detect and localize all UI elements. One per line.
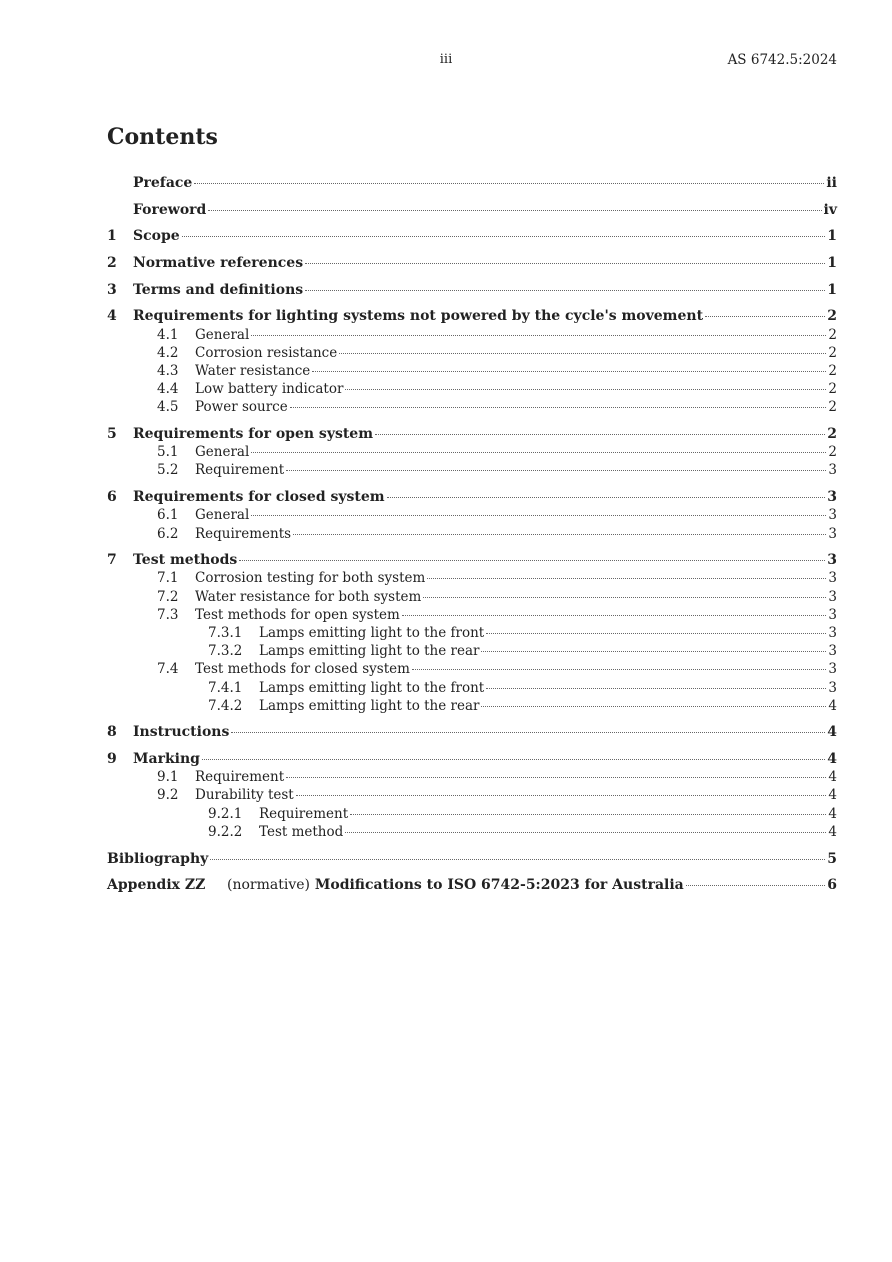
toc-entry-number: 7.4.1 xyxy=(208,679,243,696)
toc-entry[interactable] xyxy=(107,308,837,326)
dot-leader xyxy=(286,469,826,471)
toc-entry-page: 4 xyxy=(828,787,837,804)
toc-entry-title: Requirement xyxy=(195,462,285,479)
dot-leader xyxy=(231,731,825,733)
toc-entry-title: Water resistance xyxy=(195,363,311,379)
toc-entry-page: 3 xyxy=(828,507,837,524)
toc-entry-number: 4.5 xyxy=(157,399,179,416)
toc-entry-title: Power source xyxy=(195,399,288,416)
toc-entry-number: 2 xyxy=(107,255,117,272)
toc-entry-number: 9.2.1 xyxy=(208,805,243,822)
toc-entry-page: 2 xyxy=(828,326,837,343)
toc-entry-number: 9.2 xyxy=(157,787,179,804)
dot-leader xyxy=(251,514,826,516)
table-of-contents xyxy=(107,175,837,895)
toc-entry-number: 9.2.2 xyxy=(208,823,243,840)
toc-entry-title: Foreword xyxy=(133,201,207,218)
toc-entry-page: 4 xyxy=(828,769,837,786)
dot-leader xyxy=(339,352,826,354)
toc-entry[interactable] xyxy=(107,607,837,625)
toc-entry[interactable] xyxy=(107,698,837,716)
toc-entry-page: 3 xyxy=(828,462,837,479)
toc-entry-title: Requirement xyxy=(259,805,349,822)
toc-entry-page: 4 xyxy=(828,697,837,714)
toc-entry-page: 4 xyxy=(827,724,837,741)
toc-entry-title: Bibliography xyxy=(107,850,209,867)
toc-entry-page: 3 xyxy=(827,489,837,506)
toc-entry-title: Low battery indicator xyxy=(195,381,344,398)
toc-entry-title: Lamps emitting light to the front xyxy=(259,624,485,641)
dot-leader xyxy=(423,596,826,598)
toc-entry-number: 7.2 xyxy=(157,588,179,605)
toc-entry-number: 5 xyxy=(107,426,117,443)
toc-entry-number: 1 xyxy=(107,228,117,245)
toc-entry-title: Requirements for closed system xyxy=(133,489,385,506)
toc-entry[interactable] xyxy=(107,228,837,246)
toc-entry-page: 4 xyxy=(827,751,837,768)
toc-entry-number: 7.1 xyxy=(157,570,179,587)
page-number: iii xyxy=(439,52,453,67)
dot-leader xyxy=(293,533,826,535)
toc-entry[interactable] xyxy=(107,462,837,480)
dot-leader xyxy=(705,315,825,317)
toc-entry-title: Test methods for open system xyxy=(195,606,400,623)
contents-title: Contents xyxy=(107,124,218,150)
toc-entry-title: Requirements for lighting systems not powered by the cycle's movement xyxy=(133,308,704,325)
toc-entry-title: General xyxy=(195,444,250,461)
dot-leader xyxy=(210,858,825,860)
toc-entry-title: Requirement xyxy=(195,769,285,786)
dot-leader xyxy=(208,209,821,211)
toc-entry-page: 2 xyxy=(828,399,837,416)
toc-entry-page: ii xyxy=(826,175,837,191)
toc-entry-page: 2 xyxy=(828,363,837,379)
toc-entry[interactable] xyxy=(107,724,837,742)
toc-entry[interactable] xyxy=(107,787,837,805)
toc-entry-page: 3 xyxy=(828,606,837,623)
toc-entry[interactable] xyxy=(107,489,837,507)
toc-entry-title: Corrosion resistance xyxy=(195,344,338,361)
toc-entry-page: 1 xyxy=(827,255,837,272)
dot-leader xyxy=(202,758,825,760)
toc-entry-title: Marking xyxy=(133,751,200,768)
toc-entry-title: Terms and definitions xyxy=(133,281,304,298)
toc-entry-title: Water resistance for both system xyxy=(195,588,422,605)
dot-leader xyxy=(345,388,826,390)
toc-entry-title: Lamps emitting light to the rear xyxy=(259,697,480,714)
toc-entry-page: 2 xyxy=(828,344,837,361)
toc-entry-number: 6.2 xyxy=(157,525,179,542)
toc-entry-page: 5 xyxy=(827,850,837,867)
toc-entry[interactable] xyxy=(107,769,837,787)
dot-leader xyxy=(350,813,826,815)
toc-entry-number: 4.3 xyxy=(157,363,179,379)
toc-entry[interactable] xyxy=(107,526,837,544)
toc-entry-page: 3 xyxy=(828,661,837,678)
toc-entry-title: General xyxy=(195,507,250,524)
toc-entry-page: 4 xyxy=(828,805,837,822)
toc-entry-page: 2 xyxy=(828,444,837,461)
dot-leader xyxy=(412,668,826,670)
dot-leader xyxy=(290,406,827,408)
toc-entry-title: Normative references xyxy=(133,255,304,272)
toc-entry-number: 6.1 xyxy=(157,507,179,524)
toc-entry-page: 2 xyxy=(827,308,837,325)
toc-entry[interactable] xyxy=(107,589,837,607)
toc-entry-page: 1 xyxy=(827,228,837,245)
toc-entry[interactable] xyxy=(107,552,837,570)
document-id: AS 6742.5:2024 xyxy=(727,52,837,68)
toc-entry-title xyxy=(227,877,684,893)
toc-entry-title: General xyxy=(195,326,250,343)
toc-entry-number: 5.2 xyxy=(157,462,179,479)
toc-entry-number: 9.1 xyxy=(157,769,179,786)
dot-leader xyxy=(251,334,826,336)
toc-entry-page: 3 xyxy=(828,643,837,660)
toc-entry-page: 6 xyxy=(827,877,837,894)
toc-entry[interactable] xyxy=(107,661,837,679)
toc-entry-title: Requirements xyxy=(195,525,292,542)
toc-entry-title: Preface xyxy=(133,175,193,191)
toc-entry-title: Lamps emitting light to the front xyxy=(259,679,485,696)
toc-entry-page: iv xyxy=(823,201,837,218)
toc-entry-number: 3 xyxy=(107,281,117,298)
toc-entry-number: 4.2 xyxy=(157,344,179,361)
toc-entry[interactable] xyxy=(107,381,837,399)
toc-entry[interactable] xyxy=(107,570,837,588)
toc-entry[interactable] xyxy=(107,363,837,381)
dot-leader xyxy=(402,614,827,616)
toc-entry[interactable] xyxy=(107,824,837,842)
dot-leader xyxy=(305,262,825,264)
toc-entry[interactable] xyxy=(107,643,837,661)
toc-entry-title: Lamps emitting light to the rear xyxy=(259,643,480,660)
toc-entry-appendix[interactable] xyxy=(107,877,837,895)
dot-leader xyxy=(194,182,824,184)
toc-entry-bibliography[interactable] xyxy=(107,851,837,869)
toc-entry-page: 3 xyxy=(828,679,837,696)
toc-entry-number: 7.3 xyxy=(157,606,179,623)
toc-entry-page: 3 xyxy=(828,624,837,641)
toc-entry-page: 4 xyxy=(828,823,837,840)
dot-leader xyxy=(286,776,826,778)
toc-entry-page: 3 xyxy=(828,588,837,605)
toc-entry-number: 7.3.1 xyxy=(208,624,243,641)
dot-leader xyxy=(182,235,826,237)
toc-entry[interactable] xyxy=(107,175,837,193)
toc-entry[interactable] xyxy=(107,282,837,300)
dot-leader xyxy=(486,687,826,689)
dot-leader xyxy=(375,433,825,435)
toc-entry-page: 2 xyxy=(827,426,837,443)
dot-leader xyxy=(387,496,826,498)
toc-entry-number: 4.1 xyxy=(157,326,179,343)
dot-leader xyxy=(481,650,826,652)
appendix-qualifier: (normative) xyxy=(227,877,310,894)
toc-entry-number: 7.3.2 xyxy=(208,643,243,660)
toc-entry[interactable] xyxy=(107,444,837,462)
toc-entry-number: 9 xyxy=(107,751,117,768)
dot-leader xyxy=(481,705,826,707)
toc-entry-title: Durability test xyxy=(195,787,294,804)
dot-leader xyxy=(427,577,826,579)
toc-entry-number: 6 xyxy=(107,489,117,506)
toc-entry[interactable] xyxy=(107,806,837,824)
toc-entry-number: 4 xyxy=(107,308,117,325)
toc-entry-title: Requirements for open system xyxy=(133,426,374,443)
toc-entry-number: 8 xyxy=(107,724,117,741)
toc-entry[interactable] xyxy=(107,255,837,273)
toc-entry[interactable] xyxy=(107,327,837,345)
dot-leader xyxy=(305,289,825,291)
dot-leader xyxy=(486,632,826,634)
toc-entry-title: Instructions xyxy=(133,724,230,741)
toc-entry[interactable] xyxy=(107,399,837,417)
dot-leader xyxy=(312,370,826,372)
toc-entry[interactable] xyxy=(107,202,837,220)
appendix-label: Appendix ZZ xyxy=(107,877,206,894)
toc-entry-title: Test methods xyxy=(133,552,238,569)
toc-entry-number: 4.4 xyxy=(157,381,179,398)
dot-leader xyxy=(686,884,826,886)
dot-leader xyxy=(296,794,827,796)
toc-entry-title: Test methods for closed system xyxy=(195,661,410,678)
toc-entry-page: 1 xyxy=(827,281,837,298)
toc-entry-title: Scope xyxy=(133,228,180,245)
toc-entry-number: 5.1 xyxy=(157,444,179,461)
toc-entry-page: 2 xyxy=(828,381,837,398)
toc-entry-number: 7.4.2 xyxy=(208,697,243,714)
toc-entry[interactable] xyxy=(107,426,837,444)
toc-entry-page: 3 xyxy=(828,570,837,587)
toc-entry[interactable] xyxy=(107,751,837,769)
dot-leader xyxy=(345,831,826,833)
toc-entry-number: 7.4 xyxy=(157,661,179,678)
toc-entry-number: 7 xyxy=(107,552,117,569)
dot-leader xyxy=(251,451,826,453)
toc-entry[interactable] xyxy=(107,507,837,525)
dot-leader xyxy=(239,559,825,561)
toc-entry[interactable] xyxy=(107,680,837,698)
toc-entry[interactable] xyxy=(107,345,837,363)
toc-entry-page: 3 xyxy=(828,525,837,542)
appendix-title: Modifications to ISO 6742-5:2023 for Australia xyxy=(314,877,684,894)
toc-entry-page: 3 xyxy=(827,552,837,569)
toc-entry-title: Corrosion testing for both system xyxy=(195,570,426,587)
toc-entry[interactable] xyxy=(107,625,837,643)
toc-entry-title: Test method xyxy=(259,823,344,840)
